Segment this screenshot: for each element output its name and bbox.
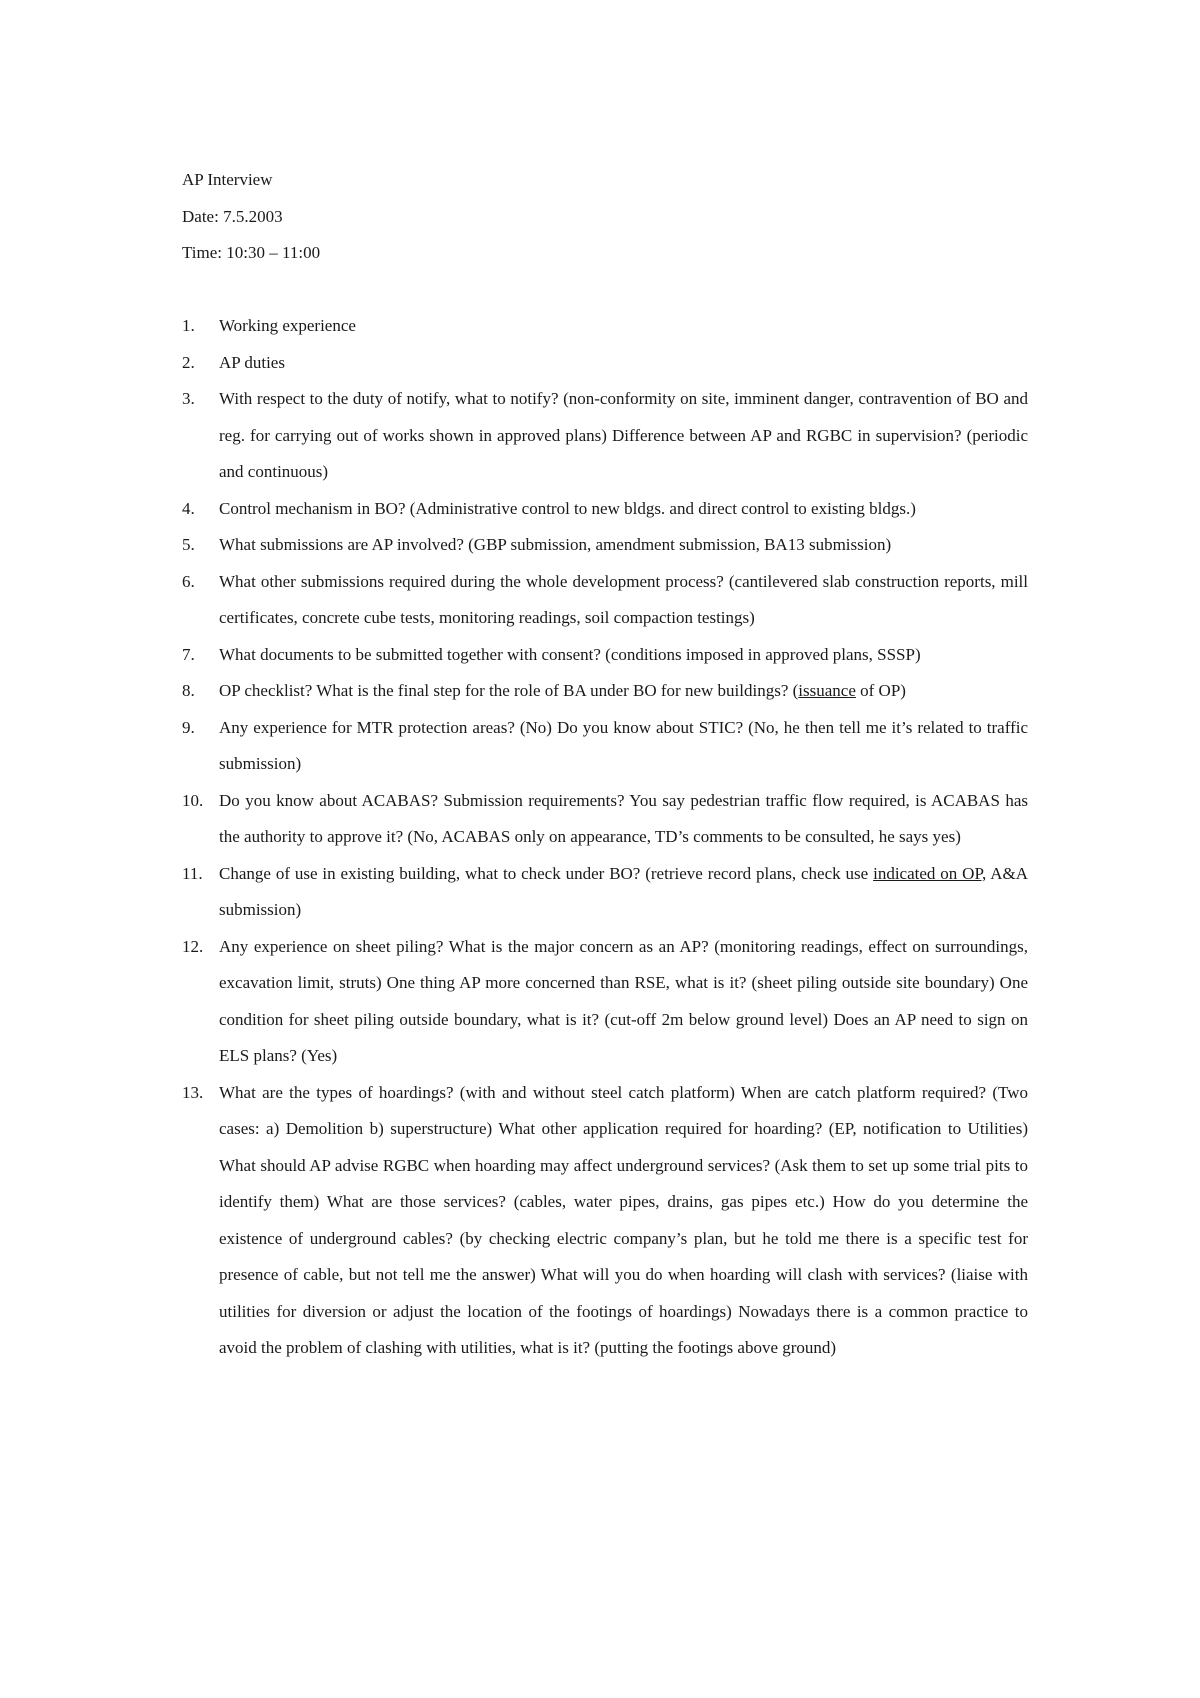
question-list xyxy=(182,308,1028,1367)
item-number: 3. xyxy=(182,389,195,408)
list-item xyxy=(182,856,1028,929)
item-number: 11. xyxy=(182,863,203,883)
item-number: 7. xyxy=(182,644,195,664)
item-number: 8. xyxy=(182,681,195,700)
list-item xyxy=(182,783,1028,856)
item-number: 1. xyxy=(182,316,195,335)
item-text-part: Change of use in existing building, what to check under BO? (retrieve record plans, check use xyxy=(219,863,874,883)
item-number: 2. xyxy=(182,352,195,372)
item-number: 9. xyxy=(182,717,195,737)
item-text-part: OP checklist? What is the final step for the role of BA under BO for new buildings? ( xyxy=(219,681,799,700)
item-text: With respect to the duty of notify, what to notify? (non-conformity on site, imminent danger, contravention of BO and reg. for carrying out of works shown in approved plans) Difference between AP and RGBC in supervision? (periodic and continuous) xyxy=(219,389,1028,481)
item-text: Do you know about ACABAS? Submission requirements? You say pedestrian traffic flow required, is ACABAS has the authority to approve it? (No, ACABAS only on appearance, TD’s comments to be consulted, he says yes) xyxy=(219,790,1028,846)
list-item xyxy=(182,564,1028,637)
item-text: Any experience on sheet piling? What is the major concern as an AP? (monitoring readings, effect on surroundings, excavation limit, struts) One thing AP more concerned than RSE, what is it? (sheet piling outside site boundary) One condition for sheet piling outside boundary, what is it? (cut-off 2m below ground level) Does an AP need to sign on ELS plans? (Yes) xyxy=(219,936,1028,1065)
list-item xyxy=(182,308,1028,345)
item-text: What submissions are AP involved? (GBP submission, amendment submission, BA13 submission) xyxy=(219,535,892,554)
item-number: 4. xyxy=(182,498,195,518)
item-number: 5. xyxy=(182,535,195,554)
list-item xyxy=(182,381,1028,491)
list-item xyxy=(182,673,1028,710)
document-body xyxy=(182,162,1028,1367)
item-text: What documents to be submitted together with consent? (conditions imposed in approved plans, SSSP) xyxy=(219,644,921,664)
item-text-part: A&A submission) xyxy=(219,863,1029,919)
item-number: 13. xyxy=(182,1082,204,1102)
list-item xyxy=(182,491,1028,528)
list-item xyxy=(182,345,1028,382)
underlined-text: issuance xyxy=(798,681,856,700)
item-text: What other submissions required during the whole development process? (cantilevered slab construction reports, mill certificates, concrete cube tests, monitoring readings, soil compaction testings) xyxy=(219,571,1028,627)
list-item xyxy=(182,929,1028,1075)
item-number: 12. xyxy=(182,936,204,956)
list-item xyxy=(182,710,1028,783)
item-text: Control mechanism in BO? (Administrative control to new bldgs. and direct control to existing bldgs.) xyxy=(219,498,916,518)
item-text: Working experience xyxy=(219,316,356,335)
document-title: AP Interview xyxy=(182,170,273,189)
interview-date: Date: 7.5.2003 xyxy=(182,206,283,226)
interview-time: Time: 10:30 – 11:00 xyxy=(182,243,321,262)
item-text: Any experience for MTR protection areas? (No) Do you know about STIC? (No, he then tell me it’s related to traffic submission) xyxy=(219,717,1028,773)
item-text: What are the types of hoardings? (with and without steel catch platform) When are catch platform required? (Two cases: a) Demolition b) superstructure) What other application required for hoarding? (EP, notification to Utilities) What should AP advise RGBC when hoarding may affect underground services? (Ask them to set up some trial pits to identify them) What are those services? (cables, water pipes, drains, gas pipes etc.) How do you determine the existence of underground cables? (by checking electric company’s plan, but he told me there is a specific test for presence of cable, but not tell me the answer) What will you do when hoarding will clash with services? (liaise with utilities for diversion or adjust the location of the footings of hoardings) Nowadays there is a common practice to avoid the problem of clashing with utilities, what is it? (putting the footings above ground) xyxy=(219,1082,1028,1357)
underlined-text: indicated on OP, xyxy=(873,863,987,883)
item-number: 10. xyxy=(182,790,204,810)
list-item xyxy=(182,637,1028,674)
blank-line xyxy=(182,272,1028,309)
item-text xyxy=(219,856,1028,929)
item-text xyxy=(219,673,1028,710)
item-text-part: of OP) xyxy=(855,681,906,700)
list-item xyxy=(182,1075,1028,1367)
item-text: AP duties xyxy=(219,352,285,372)
item-number: 6. xyxy=(182,571,195,591)
list-item xyxy=(182,527,1028,564)
